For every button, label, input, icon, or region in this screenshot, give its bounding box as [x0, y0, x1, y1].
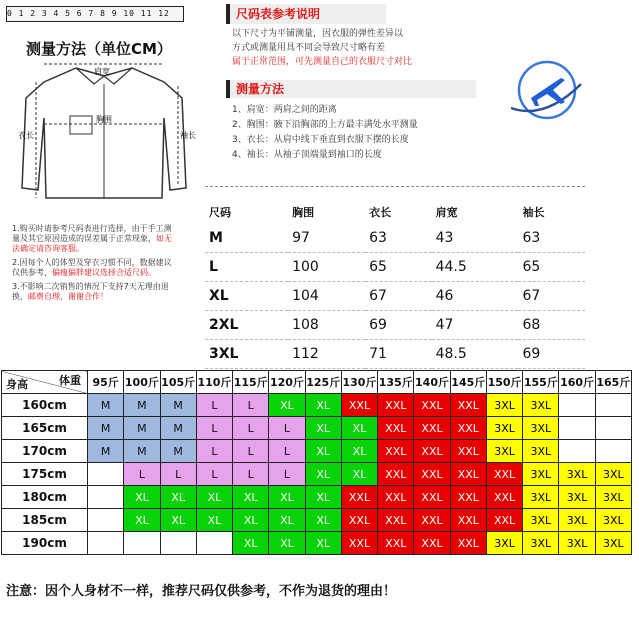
size-value: 44.5: [432, 253, 519, 282]
size-cell: [559, 394, 595, 417]
size-cell: XL: [124, 509, 160, 532]
size-cell: 3XL: [523, 463, 559, 486]
size-cell: XL: [269, 532, 305, 555]
size-value: 97: [288, 224, 365, 253]
grid-row: [2, 394, 632, 417]
size-row: [205, 340, 585, 369]
size-cell: 3XL: [559, 486, 595, 509]
grid-row: [2, 486, 632, 509]
weight-header: 135斤: [378, 371, 414, 394]
size-cell: 3XL: [595, 463, 631, 486]
size-cell: XXL: [414, 486, 450, 509]
size-value: 43: [432, 224, 519, 253]
size-value: 46: [432, 282, 519, 311]
size-cell: XL: [196, 486, 232, 509]
size-value: 69: [518, 340, 585, 369]
size-cell: L: [196, 440, 232, 463]
height-label: 170cm: [2, 440, 88, 463]
size-cell: L: [124, 463, 160, 486]
height-label: 175cm: [2, 463, 88, 486]
weight-header: 105斤: [160, 371, 196, 394]
height-label: 160cm: [2, 394, 88, 417]
shoulder-label: 肩宽: [94, 67, 110, 76]
size-cell: XXL: [486, 509, 522, 532]
size-cell: XL: [305, 486, 341, 509]
chest-label: 胸围: [96, 115, 112, 124]
weight-header: 115斤: [233, 371, 269, 394]
size-cell: L: [269, 463, 305, 486]
weight-header: 140斤: [414, 371, 450, 394]
size-cell: 3XL: [486, 440, 522, 463]
size-value: 67: [518, 282, 585, 311]
weight-header: 165斤: [595, 371, 631, 394]
size-cell: XXL: [450, 509, 486, 532]
size-cell: [595, 440, 631, 463]
size-cell: 3XL: [559, 532, 595, 555]
size-cell: L: [196, 463, 232, 486]
size-cell: XXL: [450, 417, 486, 440]
size-value: 63: [365, 224, 432, 253]
size-cell: XXL: [450, 394, 486, 417]
measure-steps: 1、肩宽：两肩之间的距离 2、胸围：腋下沿胸部的上方最丰满处水平测量 3、衣长：从肩中线下垂直到衣服下摆的长度 4、袖长：从袖子顶端量到袖口的长度: [232, 105, 418, 160]
grid-corner: 体重 身高: [2, 371, 88, 394]
size-cell: L: [233, 417, 269, 440]
size-cell: XXL: [450, 440, 486, 463]
size-cell: XL: [305, 532, 341, 555]
size-cell: XL: [124, 486, 160, 509]
note-3: 3.不影响二次销售的情况下支持7天无理由退换，邮费自理，谢谢合作！: [12, 282, 169, 301]
size-label: 2XL: [205, 311, 288, 340]
size-cell: M: [88, 440, 124, 463]
method-header: 测量方法: [226, 80, 476, 98]
size-cell: 3XL: [486, 394, 522, 417]
size-cell: L: [196, 417, 232, 440]
airplane-logo-icon: [505, 50, 589, 134]
size-cell: L: [233, 440, 269, 463]
size-cell: 3XL: [595, 486, 631, 509]
weight-header: 130斤: [341, 371, 377, 394]
size-cell: M: [88, 417, 124, 440]
size-value: 63: [518, 224, 585, 253]
size-table-header: 尺码 胸围 衣长 肩宽 袖长: [209, 206, 545, 219]
size-cell: 3XL: [523, 509, 559, 532]
size-cell: [124, 532, 160, 555]
size-cell: XXL: [414, 532, 450, 555]
size-description: 以下尺寸为平铺测量，因衣服的弹性差异以 方式或测量用具不同会导致尺寸略有差 属于正常范围，可先测量自己的衣服尺寸对比: [232, 29, 413, 67]
weight-header: 120斤: [269, 371, 305, 394]
size-cell: 3XL: [523, 532, 559, 555]
size-cell: XXL: [414, 394, 450, 417]
size-cell: [88, 463, 124, 486]
size-cell: XL: [196, 509, 232, 532]
size-cell: 3XL: [559, 509, 595, 532]
size-cell: 3XL: [523, 417, 559, 440]
size-label: L: [205, 253, 288, 282]
size-cell: XXL: [341, 509, 377, 532]
size-cell: M: [124, 417, 160, 440]
size-label: XL: [205, 282, 288, 311]
size-cell: L: [233, 463, 269, 486]
size-cell: XL: [160, 486, 196, 509]
size-row: [205, 224, 585, 253]
size-cell: XL: [341, 440, 377, 463]
size-table: [205, 200, 585, 369]
footer-note: 注意：因个人身材不一样，推荐尺码仅供参考，不作为退货的理由！: [6, 584, 397, 599]
size-chart-header: 尺码表参考说明: [226, 4, 386, 24]
size-row: [205, 253, 585, 282]
size-cell: XL: [269, 509, 305, 532]
grid-row: [2, 509, 632, 532]
height-label: 190cm: [2, 532, 88, 555]
weight-header: 150斤: [486, 371, 522, 394]
size-cell: XXL: [414, 440, 450, 463]
size-cell: XXL: [450, 532, 486, 555]
weight-header: 160斤: [559, 371, 595, 394]
size-cell: XXL: [378, 440, 414, 463]
height-weight-grid: [1, 370, 632, 555]
size-cell: XL: [305, 463, 341, 486]
size-value: 47: [432, 311, 519, 340]
size-value: 100: [288, 253, 365, 282]
size-value: 108: [288, 311, 365, 340]
size-cell: XXL: [414, 509, 450, 532]
grid-header-row: [2, 371, 632, 394]
weight-header: 125斤: [305, 371, 341, 394]
size-cell: XL: [305, 394, 341, 417]
size-cell: 3XL: [486, 417, 522, 440]
size-cell: XL: [305, 440, 341, 463]
size-cell: 3XL: [595, 532, 631, 555]
size-cell: XL: [305, 417, 341, 440]
ruler: 0 1 2 3 4 5 6 7 8 9 10 11 12: [6, 6, 184, 22]
length-label: 衣长: [18, 131, 34, 140]
size-cell: 3XL: [523, 440, 559, 463]
size-cell: M: [124, 440, 160, 463]
height-label: 185cm: [2, 509, 88, 532]
size-value: 65: [365, 253, 432, 282]
size-cell: L: [233, 394, 269, 417]
size-cell: XXL: [378, 486, 414, 509]
size-cell: [88, 532, 124, 555]
size-cell: [595, 417, 631, 440]
size-cell: XXL: [341, 486, 377, 509]
size-cell: [88, 486, 124, 509]
weight-header: 100斤: [124, 371, 160, 394]
size-cell: 3XL: [559, 463, 595, 486]
size-value: 69: [365, 311, 432, 340]
size-cell: XXL: [341, 394, 377, 417]
size-cell: XXL: [450, 486, 486, 509]
size-cell: XXL: [450, 463, 486, 486]
size-value: 112: [288, 340, 365, 369]
size-cell: L: [269, 417, 305, 440]
size-cell: 3XL: [595, 509, 631, 532]
size-value: 71: [365, 340, 432, 369]
size-value: 104: [288, 282, 365, 311]
grid-row: [2, 440, 632, 463]
size-cell: XXL: [486, 463, 522, 486]
size-cell: M: [160, 417, 196, 440]
size-cell: M: [124, 394, 160, 417]
size-cell: XXL: [378, 417, 414, 440]
size-cell: 3XL: [486, 532, 522, 555]
size-cell: XL: [269, 486, 305, 509]
size-cell: XL: [305, 509, 341, 532]
size-cell: 3XL: [523, 486, 559, 509]
measure-method-title: 测量方法（单位CM）: [26, 40, 172, 58]
height-label: 180cm: [2, 486, 88, 509]
size-cell: M: [160, 394, 196, 417]
size-cell: M: [160, 440, 196, 463]
shirt-diagram: [14, 58, 194, 218]
size-value: 48.5: [432, 340, 519, 369]
size-cell: [196, 532, 232, 555]
notes: [12, 224, 172, 306]
size-cell: L: [269, 440, 305, 463]
size-cell: L: [196, 394, 232, 417]
size-value: 68: [518, 311, 585, 340]
size-row: [205, 311, 585, 340]
size-cell: 3XL: [523, 394, 559, 417]
size-cell: [160, 532, 196, 555]
size-cell: XXL: [414, 417, 450, 440]
size-row: [205, 282, 585, 311]
size-cell: XL: [341, 417, 377, 440]
weight-header: 145斤: [450, 371, 486, 394]
grid-row: [2, 417, 632, 440]
weight-header: 155斤: [523, 371, 559, 394]
size-cell: XXL: [378, 463, 414, 486]
size-label: M: [205, 224, 288, 253]
grid-row: [2, 463, 632, 486]
divider: [205, 186, 585, 187]
note-2: 2.因每个人的体型及穿衣习惯不同，数据建议仅供参考，偏瘦偏胖建议选择合适尺码。: [12, 258, 172, 277]
weight-header: 110斤: [196, 371, 232, 394]
size-cell: XL: [233, 509, 269, 532]
size-cell: XL: [160, 509, 196, 532]
size-cell: XXL: [414, 463, 450, 486]
size-value: 67: [365, 282, 432, 311]
grid-row: [2, 532, 632, 555]
size-cell: XXL: [378, 394, 414, 417]
size-cell: [559, 440, 595, 463]
size-cell: XL: [341, 463, 377, 486]
size-cell: [88, 509, 124, 532]
size-cell: XXL: [341, 532, 377, 555]
size-cell: XL: [233, 532, 269, 555]
size-cell: XXL: [486, 486, 522, 509]
size-cell: L: [160, 463, 196, 486]
size-cell: [559, 417, 595, 440]
weight-header: 95斤: [88, 371, 124, 394]
size-value: 65: [518, 253, 585, 282]
note-1: 1.购买时请参考尺码表进行选择，由于手工测量及其它原因造成的误差属于正常现象，如无法确定请咨询客服。: [12, 224, 172, 253]
size-cell: XL: [233, 486, 269, 509]
size-cell: [595, 394, 631, 417]
size-label: 3XL: [205, 340, 288, 369]
height-label: 165cm: [2, 417, 88, 440]
size-cell: XXL: [378, 532, 414, 555]
size-cell: XXL: [378, 509, 414, 532]
sleeve-label: 袖长: [180, 131, 196, 140]
size-cell: XL: [269, 394, 305, 417]
size-cell: M: [88, 394, 124, 417]
